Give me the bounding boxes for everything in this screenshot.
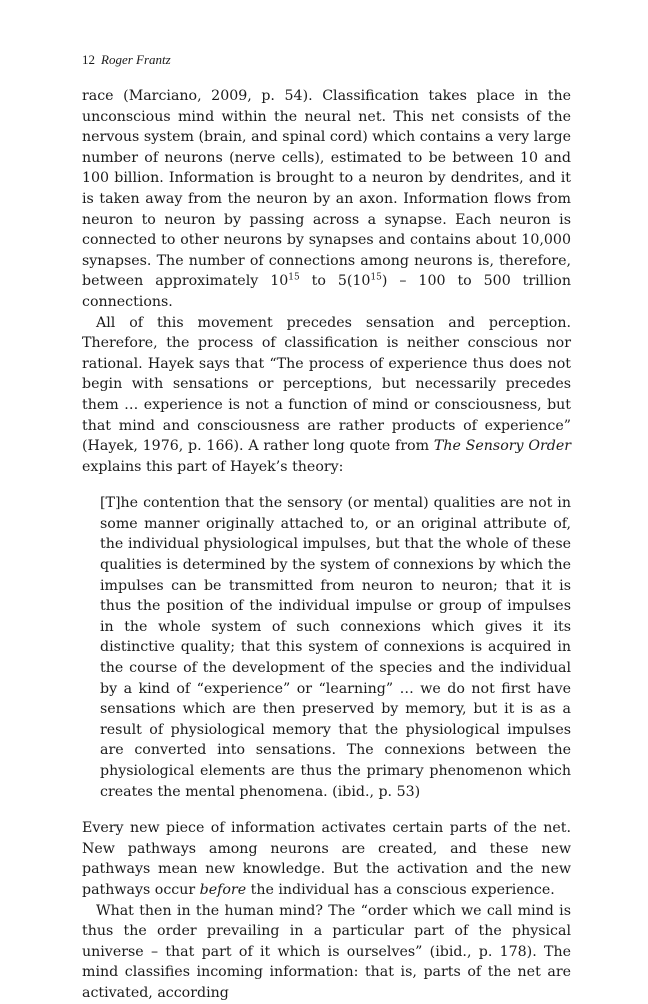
paragraph-1-text-a: race (Marciano, 2009, p. 54). Classification takes place in the unconscious mind within the neural net. This net consists of the nervous system (brain, and spinal cord) which contains a very large number of neurons (nerve cells), estimated to be between 10 and 100 billion. Information is brought to a neuron by dendrites, and it is taken away from the neuron by an axon. Information flows from neuron to neuron by passing across a synapse. Each neuron is connected to other neurons by synapses and contains about 10,000 synapses. The number of connections among neurons is, therefore, between approximately 10 [82,88,571,290]
block-quote: [T]he contention that the sensory (or mental) qualities are not in some manner originally attached to, or an original attribute of, the individual physiological impulses, but that the whole of these qualities is determined by the system of connexions by which the impulses can be transmitted from neuron to neuron; that it is thus the position of the individual impulse or group of impulses in the whole system of such connexions which gives it its distinctive quality; that this system of connexions is acquired in the course of the development of the species and the individual by a kind of “experience” or “learning” … we do not first have sensations which are then preserved by memory, but it is as a result of physiological memory that the physiological impulses are converted into sensations. The connexions between the physiological elements are thus the primary phenomenon which creates the mental phenomena. (ibid., p. 53) [100,495,571,800]
paragraph-3 [82,818,571,900]
exponent-1: 15 [288,272,300,283]
body-text [82,86,571,1004]
paragraph-3-text-a: Every new piece of information activates certain parts of the net. New pathways among neurons are created, and these new pathways mean new knowledge. But the activation and the new pathways occur [82,820,571,898]
paragraph-1 [82,86,571,313]
paragraph-1-text-b: to 5(10 [299,273,371,290]
running-head [82,52,171,68]
paragraph-2-text-a: All of this movement precedes sensation and perception. Therefore, the process of classification is neither conscious nor rational. Hayek says that “The process of experience thus does not begin with sensations or perceptions, but necessarily precedes them … experience is not a function of mind or consciousness, but that mind and consciousness are rather products of experience” (Hayek, 1976, p. 166). A rather long quote from [82,314,571,455]
running-head-author: Roger Frantz [101,52,171,67]
paragraph-1-text-c: ) – 100 to 500 trillion connections. [82,273,571,310]
exponent-2: 15 [370,272,382,283]
book-title-italic: The Sensory Order [433,438,572,455]
paragraph-3-text-b: the individual has a conscious experience. [246,881,555,898]
paragraph-2 [82,313,571,478]
paragraph-4: What then in the human mind? The “order which we call mind is thus the order prevailing in a particular part of the physical universe – that part of it which is ourselves” (ibid., p. 178). The mind classifies incoming information: that is, parts of the net are activated, according [82,902,571,1001]
paragraph-2-text-b: explains this part of Hayek’s theory: [82,458,344,475]
page-number: 12 [82,52,95,67]
emphasis-before: before [199,881,247,898]
